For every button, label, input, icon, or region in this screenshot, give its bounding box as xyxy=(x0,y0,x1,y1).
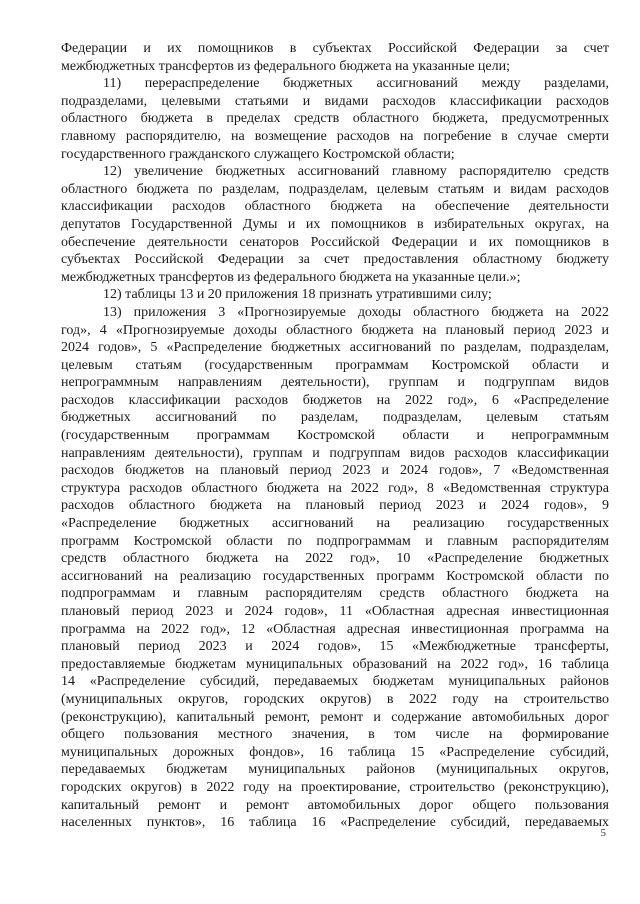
text-line: капитальный ремонт и ремонт автомобильных дорог общего пользования xyxy=(61,797,609,813)
text-line: программа на 2022 год», 12 «Областная адресная инвестиционная программа на xyxy=(61,621,609,637)
text-line: областного бюджета в пределах средств областного бюджета, предусмотренных xyxy=(61,111,609,127)
text-line: классификации расходов областного бюджета на обеспечение деятельности xyxy=(61,199,609,215)
text-line: субъектах Российской Федерации за счет предоставления областному бюджету xyxy=(61,252,609,268)
text-line: 2024 годов», 5 «Распределение бюджетных ассигнований по разделам, подразделам, xyxy=(61,340,609,356)
page-number: 5 xyxy=(600,827,606,839)
text-line: (муниципальных округов, городских округов) в 2022 году на строительство xyxy=(61,691,609,707)
text-line: 11) перераспределение бюджетных ассигнований между разделами, xyxy=(103,76,609,92)
text-line: главному распорядителю, на возмещение расходов на погребение в случае смерти xyxy=(61,128,609,144)
text-line: структура расходов областного бюджета на 2022 год», 8 «Ведомственная структура xyxy=(61,480,609,496)
text-line: предоставляемые бюджетам муниципальных образований на 2022 год», 16 таблица xyxy=(61,656,609,672)
text-line: Федерации и их помощников в субъектах Российской Федерации за счет xyxy=(61,41,609,56)
text-line: бюджетных ассигнований по разделам, подразделам, целевым статьям xyxy=(61,410,609,426)
text-line: 14 «Распределение субсидий, передаваемых бюджетам муниципальных районов xyxy=(61,674,609,690)
text-line: общего пользования местного значения, в том числе на формирование xyxy=(61,727,609,743)
text-line: ассигнований на реализацию государственных программ Костромской области по xyxy=(61,568,609,584)
text-line: городских округов) в 2022 году на проектирование, строительство (реконструкцию), xyxy=(61,779,609,795)
text-line: передаваемых бюджетам муниципальных районов (муниципальных округов, xyxy=(61,762,609,778)
text-line: расходов классификации расходов бюджетов на 2022 год», 6 «Распределение xyxy=(61,392,609,408)
text-line: «Распределение бюджетных ассигнований на реализацию государственных xyxy=(61,516,609,532)
text-line: плановый период 2023 и 2024 годов», 15 «Межбюджетные трансферты, xyxy=(61,639,609,655)
text-line: программ Костромской области по подпрограммам и главным распорядителям xyxy=(61,533,609,549)
text-line: 13) приложения 3 «Прогнозируемые доходы областного бюджета на 2022 xyxy=(103,304,609,320)
text-line: межбюджетных трансфертов из федерального бюджета на указанные цели.»; xyxy=(61,269,521,285)
document-body-text xyxy=(61,40,609,832)
text-line: межбюджетных трансфертов из федерального бюджета на указанные цели; xyxy=(61,58,510,74)
text-line: целевым статьям (государственным программам Костромской области и xyxy=(61,357,609,373)
text-line: непрограммным направлениям деятельности), группам и подгруппам видов xyxy=(61,375,609,391)
text-line: направлениям деятельности), группам и подгруппам видов расходов классификации xyxy=(61,445,609,461)
text-line: 12) увеличение бюджетных ассигнований главному распорядителю средств xyxy=(103,164,609,180)
text-line: областного бюджета по разделам, подразделам, целевым статьям и видам расходов xyxy=(61,181,609,197)
text-line: средств областного бюджета на 2022 год», 10 «Распределение бюджетных xyxy=(61,551,609,567)
text-line: (государственным программам Костромской области и непрограммным xyxy=(61,428,609,444)
text-line: обеспечение деятельности сенаторов Российской Федерации и их помощников в xyxy=(61,234,609,250)
text-line: плановый период 2023 и 2024 годов», 11 «Областная адресная инвестиционная xyxy=(61,604,609,619)
text-line: депутатов Государственной Думы и их помощников в избирательных округах, на xyxy=(61,216,609,232)
text-line: расходов областного бюджета на плановый период 2023 и 2024 годов», 9 xyxy=(61,498,609,514)
text-line: (реконструкцию), капитальный ремонт, ремонт и содержание автомобильных дорог xyxy=(61,709,609,725)
text-line: расходов бюджетов на плановый период 2023 и 2024 годов», 7 «Ведомственная xyxy=(61,463,609,479)
text-line: подразделами, целевыми статьями и видами расходов классификации расходов xyxy=(61,93,609,109)
text-line: муниципальных дорожных фондов», 16 таблица 15 «Распределение субсидий, xyxy=(61,744,609,760)
text-line: 12) таблицы 13 и 20 приложения 18 признать утратившими силу; xyxy=(103,287,492,303)
text-line: населенных пунктов», 16 таблица 16 «Распределение субсидий, передаваемых xyxy=(61,815,609,831)
text-line: государственного гражданского служащего Костромской области; xyxy=(61,146,455,162)
text-line: подпрограммам и главным распорядителям средств областного бюджета на xyxy=(61,586,609,602)
text-line: год», 4 «Прогнозируемые доходы областного бюджета на плановый период 2023 и xyxy=(61,322,609,338)
